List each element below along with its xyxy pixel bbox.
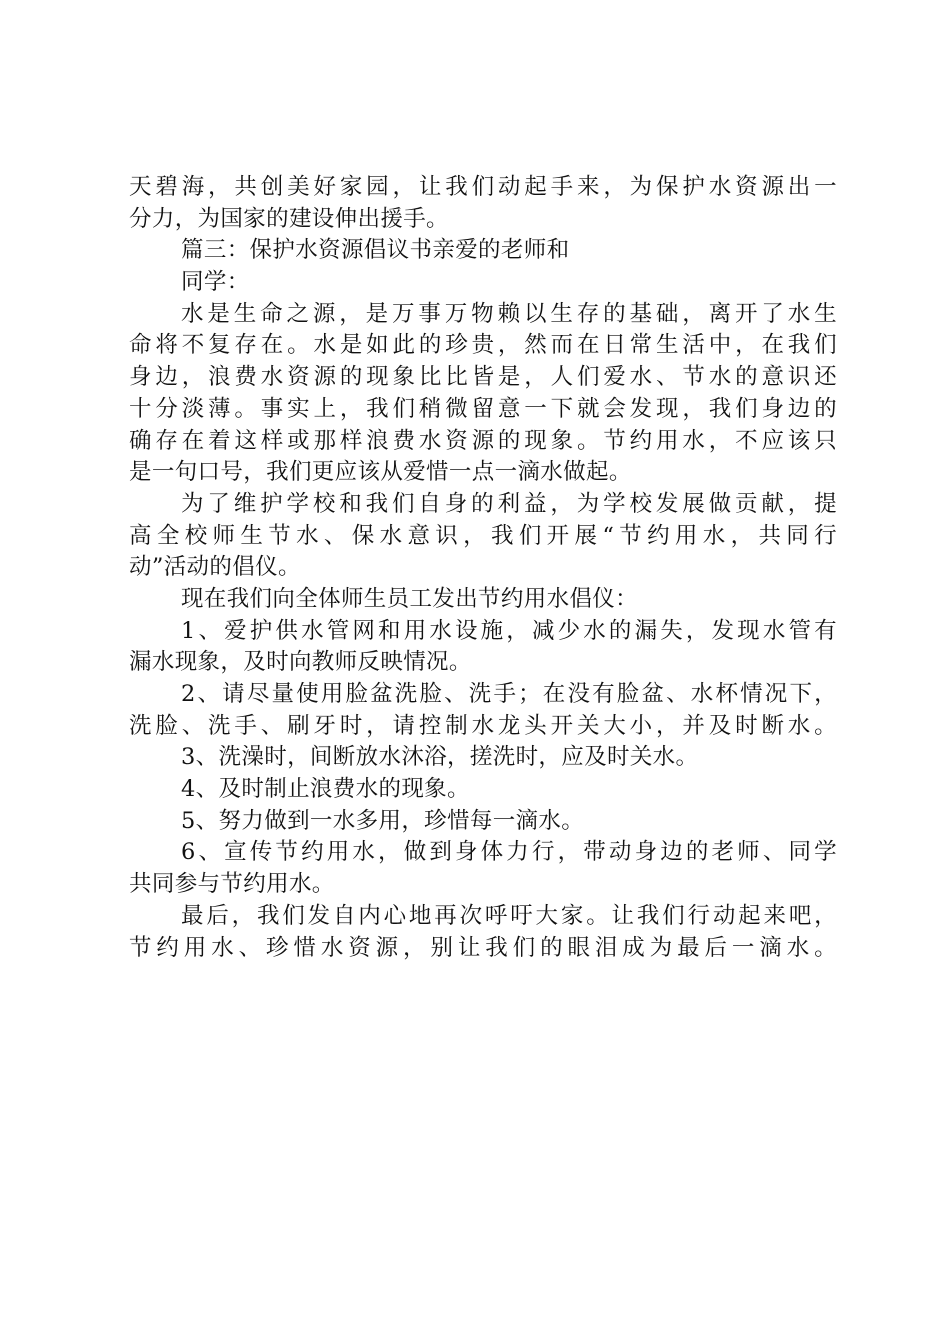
text-line: 共同参与节约用水。 — [129, 871, 335, 898]
text-line: 洗脸、洗手、刷牙时，请控制水龙头开关大小，并及时断水。 — [129, 712, 837, 739]
text-line: 确存在着这样或那样浪费水资源的现象。节约用水，不应该只 — [129, 427, 837, 454]
text-line: 身边，浪费水资源的现象比比皆是，人们爱水、节水的意识还 — [129, 364, 837, 391]
text-line: 命将不复存在。水是如此的珍贵，然而在日常生活中，在我们 — [129, 332, 837, 359]
text-line: 节约用水、珍惜水资源，别让我们的眼泪成为最后一滴水。 — [129, 934, 837, 961]
text-line: 水是生命之源，是万事万物赖以生存的基础，离开了水生 — [181, 300, 837, 327]
text-line: 分力，为国家的建设伸出援手。 — [129, 205, 449, 232]
text-line: 漏水现象，及时向教师反映情况。 — [129, 649, 472, 676]
text-line: 十分淡薄。事实上，我们稍微留意一下就会发现，我们身边的 — [129, 395, 837, 422]
text-line: 1、爱护供水管网和用水设施，减少水的漏失，发现水管有 — [181, 617, 837, 644]
text-line: 高全校师生节水、保水意识，我们开展“节约用水，共同行 — [129, 522, 837, 549]
text-line: 是一句口号，我们更应该从爱惜一点一滴水做起。 — [129, 459, 632, 486]
text-line: 现在我们向全体师生员工发出节约用水倡仪： — [181, 585, 639, 612]
text-line: 最后，我们发自内心地再次呼吁大家。让我们行动起来吧， — [181, 902, 837, 929]
text-line: 为了维护学校和我们自身的利益，为学校发展做贡献，提 — [181, 490, 837, 517]
text-line: 同学： — [181, 269, 250, 296]
text-line: 3、洗澡时，间断放水沐浴，搓洗时，应及时关水。 — [181, 744, 699, 771]
text-line: 动”活动的倡仪。 — [129, 554, 301, 581]
text-line: 4、及时制止浪费水的现象。 — [181, 776, 470, 803]
text-line: 天碧海，共创美好家园，让我们动起手来，为保护水资源出一 — [129, 174, 837, 200]
text-line: 5、努力做到一水多用，珍惜每一滴水。 — [181, 807, 585, 834]
text-line: 2、请尽量使用脸盆洗脸、洗手；在没有脸盆、水杯情况下， — [181, 681, 837, 707]
text-line: 篇三：保护水资源倡议书亲爱的老师和 — [181, 237, 570, 264]
text-line: 6、宣传节约用水，做到身体力行，带动身边的老师、同学 — [181, 839, 837, 866]
document-body — [129, 172, 837, 964]
